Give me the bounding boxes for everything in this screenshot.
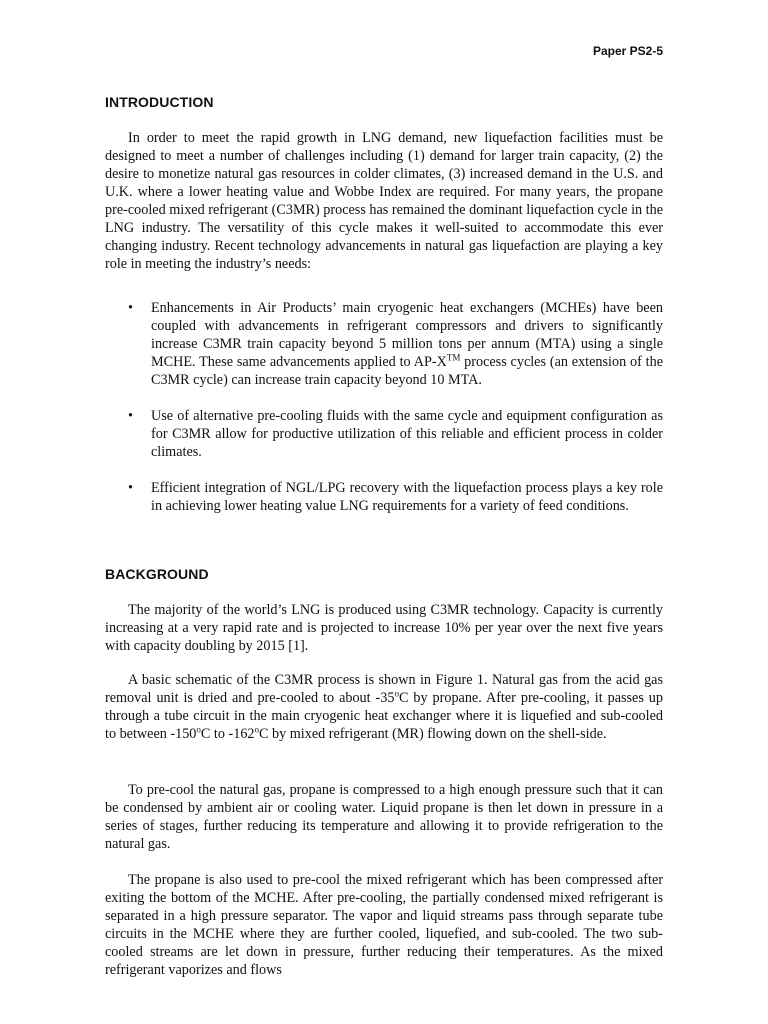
bullet-text: Enhancements in Air Products’ main cryogenic heat exchangers (MCHEs) have been coupled with advancements in refrigerant compressors and drivers to significantly increase C3MR train capacity beyond 5 million tons per annum (MTA) using a single MCHE. These same advancements applied to AP-X bbox=[151, 300, 663, 370]
degree-mark: o bbox=[196, 724, 201, 735]
trademark-mark: TM bbox=[446, 352, 461, 363]
bullet-text-continued: process cycles (an extension of the C3MR cycle) can increase train capacity beyond 10 MTA. bbox=[151, 354, 663, 388]
bullet-icon: • bbox=[128, 300, 133, 316]
paper-id-header: Paper PS2-5 bbox=[592, 44, 663, 58]
bullet-text: Efficient integration of NGL/LPG recovery with the liquefaction process plays a key role in achieving lower heating value LNG requirements for a variety of feed conditions. bbox=[151, 480, 663, 514]
paragraph-text: C by propane. After pre-cooling, it passes up through a tube circuit in the main cryogenic heat exchanger where it is liquefied and sub-cooled to between -150 bbox=[105, 690, 663, 742]
bullet-text: Use of alternative pre-cooling fluids with the same cycle and equipment configuration as for C3MR allow for productive utilization of this reliable and efficient process in colder climates. bbox=[151, 408, 663, 460]
background-paragraph-3: To pre-cool the natural gas, propane is compressed to a high enough pressure such that it can be condensed by ambient air or cooling water. Liquid propane is then let down in pressure in a series of stages, further reducing its temperature and allowing it to provide refrigeration to the natural gas. bbox=[105, 782, 663, 852]
introduction-paragraph: In order to meet the rapid growth in LNG demand, new liquefaction facilities must be designed to meet a number of challenges including (1) demand for larger train capacity, (2) the desire to monetize natural gas resources in colder climates, (3) increased demand in the U.S. and U.K. where a lower heating value and Wobbe Index are required. For many years, the propane pre-cooled mixed refrigerant (C3MR) process has remained the dominant liquefaction cycle in the LNG industry. The versatility of this cycle makes it well-suited to accommodate this ever changing industry. Recent technology advancements in natural gas liquefaction are playing a key role in meeting the industry’s needs: bbox=[105, 130, 663, 272]
introduction-heading: INTRODUCTION bbox=[105, 94, 214, 110]
background-heading: BACKGROUND bbox=[105, 566, 209, 582]
background-paragraph-1: The majority of the world’s LNG is produced using C3MR technology. Capacity is currently increasing at a very rapid rate and is projected to increase 10% per year over the next five years with capacity doubling by 2015 [1]. bbox=[105, 602, 663, 654]
bullet-item-ngl-lpg-integration bbox=[105, 479, 663, 515]
paragraph-text: C by mixed refrigerant (MR) flowing down on the shell-side. bbox=[259, 726, 607, 742]
degree-mark: o bbox=[254, 724, 260, 735]
paragraph-text: A basic schematic of the C3MR process is shown in Figure 1. Natural gas from the acid gas removal unit is dried and pre-cooled to about -35 bbox=[105, 672, 663, 706]
bullet-item-precooling-fluids bbox=[105, 407, 663, 461]
introduction-bullet-list bbox=[105, 299, 663, 533]
bullet-item-mche-enhancements bbox=[105, 299, 663, 389]
degree-mark: o bbox=[394, 688, 399, 699]
background-paragraph-2 bbox=[105, 671, 663, 743]
bullet-icon: • bbox=[128, 480, 133, 496]
background-paragraph-4: The propane is also used to pre-cool the mixed refrigerant which has been compressed after exiting the bottom of the MCHE. After pre-cooling, the partially condensed mixed refrigerant is separated in a high pressure separator. The vapor and liquid streams pass through separate tube circuits in the MCHE where they are further cooled, liquefied, and sub-cooled. The two sub-cooled streams are let down in pressure, further reducing their temperatures. As the mixed refrigerant vaporizes and flows bbox=[105, 872, 663, 978]
paragraph-text: C to -162 bbox=[200, 726, 255, 742]
bullet-icon: • bbox=[128, 408, 133, 424]
